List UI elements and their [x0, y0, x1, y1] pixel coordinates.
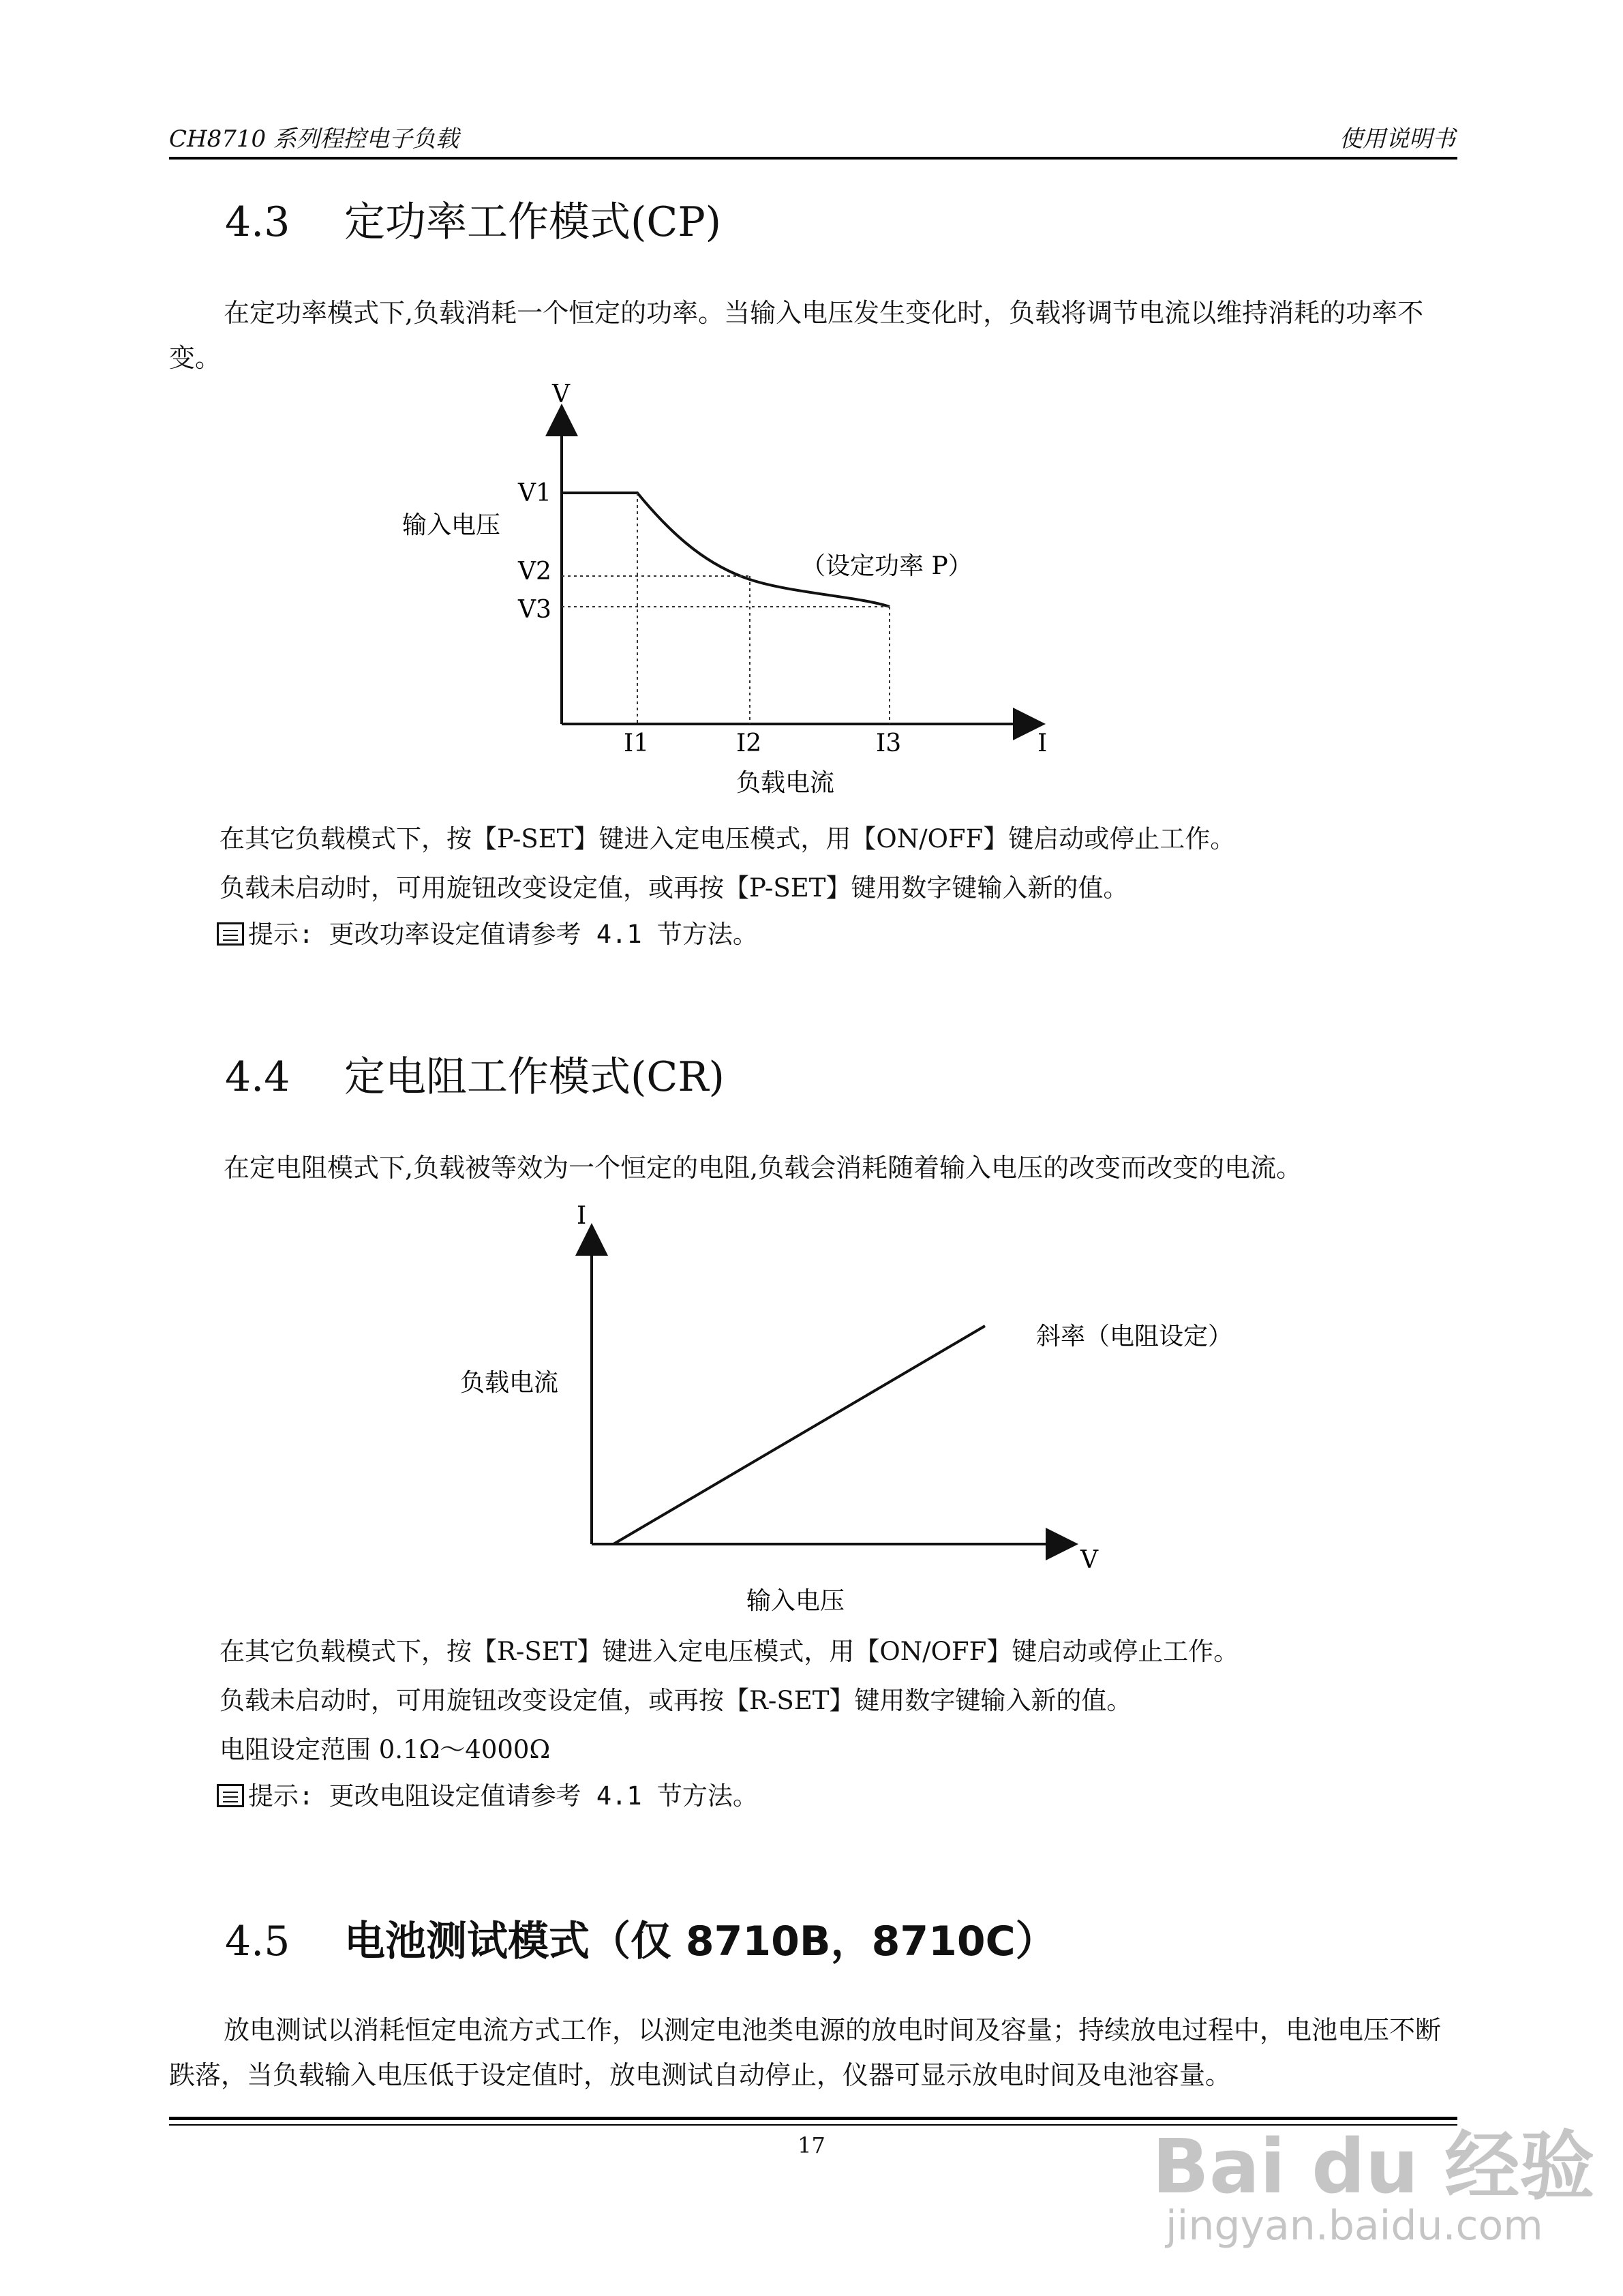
y-axis-symbol: I	[577, 1202, 587, 1230]
watermark-url: jingyan.baidu.com	[1166, 2202, 1543, 2250]
cr-instruction-1: 在其它负载模式下，按【R-SET】键进入定电压模式，用【ON/OFF】键启动或停止工作。	[219, 1637, 1239, 1666]
section-title: 定功率工作模式(CP)	[344, 198, 722, 246]
cr-tip	[217, 1775, 758, 1812]
x-axis-symbol: I	[1037, 729, 1048, 757]
x-axis-symbol: V	[1080, 1546, 1098, 1574]
resistance-slope-line	[613, 1326, 985, 1544]
cr-mode-chart	[450, 1186, 1336, 1622]
section-title: 定电阻工作模式(CR)	[344, 1053, 725, 1101]
v1-label: V1	[518, 479, 551, 507]
section-number: 4.5	[225, 1918, 290, 1965]
cp-mode-chart	[382, 368, 1063, 804]
section-4-5-intro: 放电测试以消耗恒定电流方式工作，以测定电池类电源的放电时间及容量；持续放电过程中，电池电压不断跌落，当负载输入电压低于设定值时，放电测试自动停止，仪器可显示放电时间及电池容量。	[169, 2015, 1442, 2090]
section-number: 4.4	[225, 1053, 290, 1101]
section-4-3-heading	[225, 190, 721, 248]
section-4-3-intro: 在定功率模式下,负载消耗一个恒定的功率。当输入电压发生变化时，负载将调节电流以维持消耗的功率不变。	[169, 298, 1424, 373]
i1-label: I1	[624, 729, 650, 757]
i3-label: I3	[876, 729, 902, 757]
section-title: 电池测试模式（仅 8710B，8710C）	[344, 1918, 1057, 1965]
baidu-jingyan-watermark: Bai du 经验	[1152, 2123, 1595, 2210]
slope-label: 斜率（电阻设定）	[1036, 1323, 1233, 1350]
cp-tip	[217, 913, 758, 950]
x-axis-title: 负载电流	[736, 769, 835, 797]
header-doc-title: CH8710 系列程控电子负载	[169, 125, 459, 153]
note-icon	[217, 1784, 244, 1807]
cp-instruction-2: 负载未启动时，可用旋钮改变设定值，或再按【P-SET】键用数字键输入新的值。	[219, 873, 1129, 903]
y-axis-title: 负载电流	[460, 1369, 559, 1397]
section-4-5-heading	[225, 1909, 1057, 1967]
section-4-4-heading	[225, 1044, 725, 1103]
header-rule	[169, 157, 1457, 160]
cr-tip-text: 提示: 更改电阻设定值请参考 4.1 节方法。	[248, 1781, 758, 1811]
curve-label: （设定功率 P）	[801, 552, 973, 580]
v2-label: V2	[518, 558, 551, 586]
note-icon	[217, 922, 244, 946]
i2-label: I2	[736, 729, 762, 757]
page-number: 17	[798, 2132, 825, 2158]
section-4-4-intro: 在定电阻模式下,负载被等效为一个恒定的电阻,负载会消耗随着输入电压的改变而改变的电流。	[224, 1153, 1303, 1183]
section-number: 4.3	[225, 198, 290, 246]
cp-tip-text: 提示: 更改功率设定值请参考 4.1 节方法。	[248, 920, 758, 949]
y-axis-title: 输入电压	[402, 511, 501, 539]
y-axis-symbol: V	[552, 380, 570, 408]
constant-power-curve	[562, 493, 890, 607]
v3-label: V3	[518, 596, 551, 624]
cr-range: 电阻设定范围 0.1Ω～4000Ω	[219, 1735, 551, 1764]
header-manual-label: 使用说明书	[1339, 125, 1455, 153]
cp-instruction-1: 在其它负载模式下，按【P-SET】键进入定电压模式，用【ON/OFF】键启动或停止工作。	[219, 824, 1236, 854]
cr-instruction-2: 负载未启动时，可用旋钮改变设定值，或再按【R-SET】键用数字键输入新的值。	[219, 1686, 1132, 1715]
x-axis-title: 输入电压	[746, 1587, 845, 1615]
